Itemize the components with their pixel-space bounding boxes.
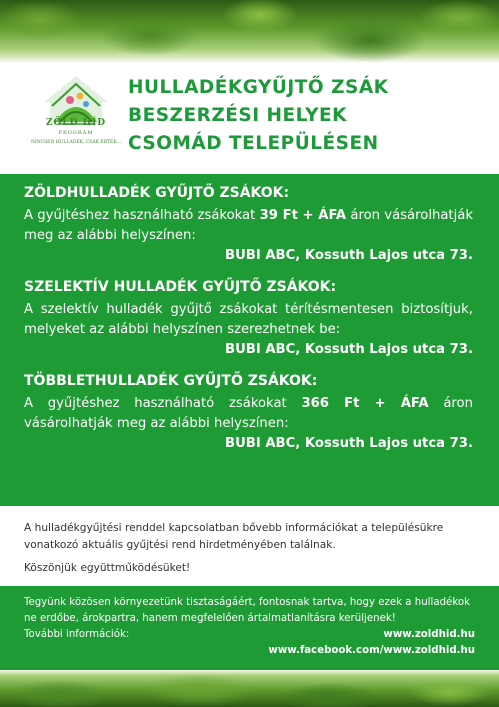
section-body bbox=[24, 300, 473, 340]
logo-name: ZÖLD HÍD bbox=[45, 118, 107, 128]
leaf-footer-image bbox=[0, 670, 499, 707]
footer bbox=[0, 586, 499, 670]
section-green-waste bbox=[24, 184, 473, 266]
body-text: A gyűjtéshez használható zsákokat bbox=[24, 208, 260, 223]
section-heading: ZÖLDHULLADÉK GYŰJTŐ ZSÁKOK: bbox=[24, 185, 290, 201]
facebook-link[interactable]: www.facebook.com/www.zoldhid.hu bbox=[268, 645, 475, 656]
body-text: áron vásárolhatják meg az alábbi helyszínen: bbox=[24, 208, 473, 243]
thanks-text: Köszönjük együttműködésüket! bbox=[24, 562, 191, 574]
leaf-header-image bbox=[0, 0, 499, 62]
section-body bbox=[24, 394, 473, 434]
section-selective-waste bbox=[24, 278, 473, 360]
section-extra-waste bbox=[24, 372, 473, 454]
zold-hid-logo bbox=[22, 72, 130, 162]
body-text: A gyűjtéshez használható zsákokat bbox=[24, 396, 302, 411]
logo-slogan: NINCSEN HULLADÉK, CSAK ÉRTÉK... bbox=[31, 140, 121, 145]
footer-more-row bbox=[24, 627, 475, 643]
info-text: A hulladékgyűjtési renddel kapcsolatban bővebb információkat a településükre vonatkozó aktuális gyűjtési rend hirdetményében találnak. bbox=[24, 522, 444, 551]
page-title bbox=[128, 74, 478, 158]
bag-locations-panel bbox=[0, 174, 499, 506]
footer-message: Tegyünk közösen környezetünk tisztaságáért, fontosnak tartva, hogy ezek a hulladékok ne erdőbe, árokpartra, hanem megfelelően ártalmatlanításra kerüljenek! bbox=[24, 597, 470, 624]
price: 366 Ft + ÁFA bbox=[301, 396, 429, 411]
section-heading: TÖBBLETHULLADÉK GYŰJTŐ ZSÁKOK: bbox=[24, 373, 318, 389]
more-info-label: További információk: bbox=[24, 629, 130, 640]
title-line-2: BESZERZÉSI HELYEK bbox=[128, 105, 347, 126]
section-address: BUBI ABC, Kossuth Lajos utca 73. bbox=[225, 248, 473, 263]
section-address: BUBI ABC, Kossuth Lajos utca 73. bbox=[225, 342, 473, 357]
section-heading: SZELEKTÍV HULLADÉK GYŰJTŐ ZSÁKOK: bbox=[24, 279, 337, 295]
section-body bbox=[24, 206, 473, 246]
website-link[interactable]: www.zoldhid.hu bbox=[383, 629, 475, 640]
section-address: BUBI ABC, Kossuth Lajos utca 73. bbox=[225, 436, 473, 451]
title-line-1: HULLADÉKGYŰJTŐ ZSÁK bbox=[128, 77, 389, 98]
body-text: áron vásárolhatják meg az alábbi helyszínen: bbox=[24, 396, 473, 431]
info-box bbox=[0, 506, 499, 586]
price: 39 Ft + ÁFA bbox=[259, 208, 347, 223]
header bbox=[0, 62, 499, 174]
title-line-3: CSOMÁD TELEPÜLÉSEN bbox=[128, 133, 379, 154]
body-text: A szelektív hulladék gyűjtő zsákokat térítésmentesen biztosítjuk, melyeket az alábbi helyszínen szerezhetnek be: bbox=[24, 302, 473, 337]
logo-program: PROGRAM bbox=[58, 130, 94, 136]
